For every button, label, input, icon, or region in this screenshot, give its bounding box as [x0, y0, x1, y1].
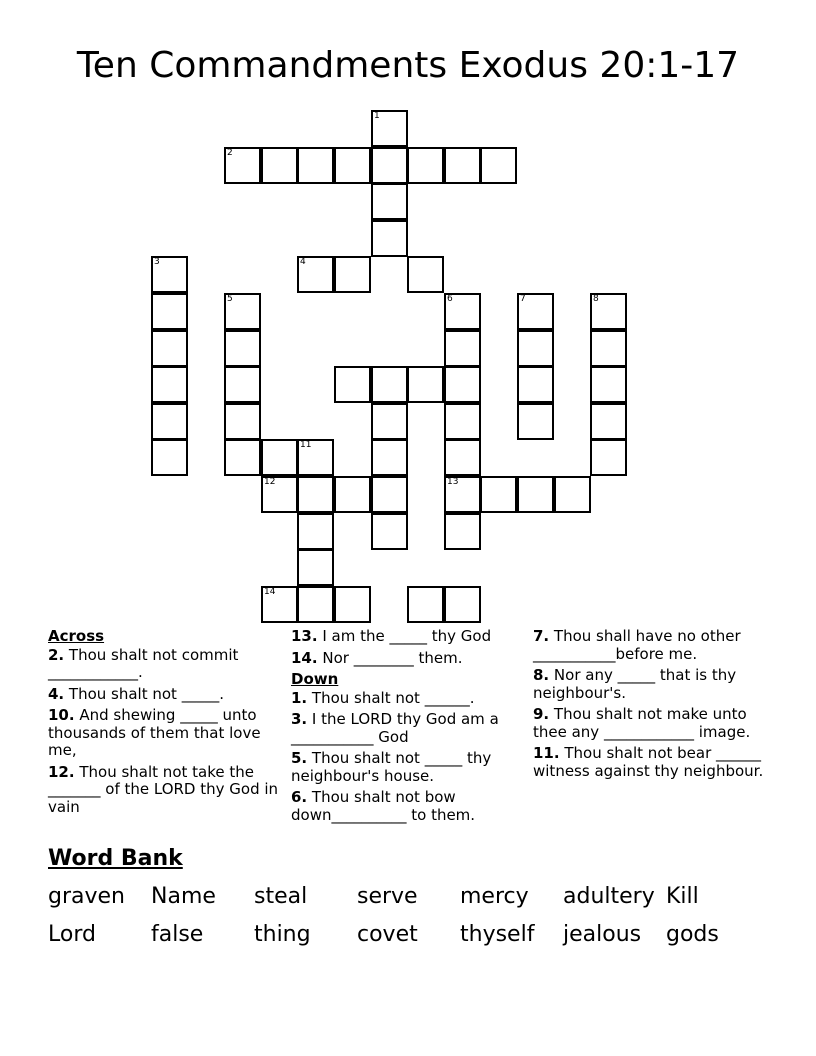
crossword-cell[interactable] — [224, 147, 261, 184]
crossword-cell[interactable] — [371, 439, 408, 476]
crossword-cell[interactable] — [371, 403, 408, 440]
clue-text: Thou shalt not commit ____________. — [48, 645, 239, 681]
clue — [48, 686, 280, 704]
clue — [291, 750, 513, 785]
crossword-cell[interactable] — [151, 439, 188, 476]
crossword-cell[interactable] — [371, 513, 408, 550]
crossword-cell[interactable] — [297, 147, 334, 184]
crossword-cell[interactable] — [297, 549, 334, 586]
clue-text: Thou shalt not bear ______ witness against thy neighbour. — [533, 744, 764, 780]
crossword-cell[interactable] — [407, 366, 444, 403]
crossword-cell[interactable] — [371, 147, 408, 184]
clue-text: Thou shalt not take the _______ of the LORD thy God in vain — [48, 762, 279, 816]
word-bank-word: Lord — [48, 922, 96, 947]
crossword-cell[interactable] — [151, 256, 188, 293]
crossword-cell[interactable] — [444, 513, 481, 550]
clue-text: I the LORD thy God am a ___________ God — [291, 710, 499, 746]
clues-column-1 — [48, 628, 280, 820]
clue-text: Thou shalt not _____ thy neighbour's house. — [291, 749, 492, 785]
crossword-cell[interactable] — [444, 403, 481, 440]
crossword-cell[interactable] — [444, 476, 481, 513]
crossword-cell[interactable] — [371, 366, 408, 403]
clue-text: I am the _____ thy God — [322, 627, 492, 645]
clues-column-2 — [291, 628, 513, 828]
clue-text: Thou shalt not _____. — [68, 684, 224, 703]
crossword-cell[interactable] — [444, 293, 481, 330]
crossword-cell[interactable] — [590, 366, 627, 403]
word-bank-title: Word Bank — [48, 846, 183, 871]
crossword-cell[interactable] — [371, 183, 408, 220]
clues-column-3 — [533, 628, 765, 784]
clue-number: 5 — [227, 294, 233, 304]
crossword-cell[interactable] — [517, 476, 554, 513]
crossword-cell[interactable] — [334, 586, 371, 623]
crossword-cell[interactable] — [151, 403, 188, 440]
clue — [291, 650, 513, 668]
crossword-cell[interactable] — [444, 439, 481, 476]
crossword-cell[interactable] — [590, 330, 627, 367]
crossword-cell[interactable] — [371, 476, 408, 513]
crossword-cell[interactable] — [224, 439, 261, 476]
clue — [533, 628, 765, 663]
crossword-cell[interactable] — [224, 330, 261, 367]
crossword-cell[interactable] — [590, 439, 627, 476]
clue-number: 3 — [154, 257, 160, 267]
clue-number-label: 11. — [533, 744, 560, 762]
clue — [48, 647, 280, 682]
clue — [533, 745, 765, 780]
clue-number-label: 12. — [48, 762, 75, 781]
crossword-cell[interactable] — [261, 147, 298, 184]
crossword-cell[interactable] — [151, 366, 188, 403]
clue-number-label: 8. — [533, 666, 550, 684]
clue-number-label: 7. — [533, 627, 550, 645]
page-title: Ten Commandments Exodus 20:1-17 — [76, 45, 740, 86]
crossword-cell[interactable] — [224, 403, 261, 440]
word-bank-word: covet — [357, 922, 418, 947]
clue — [291, 628, 513, 646]
crossword-cell[interactable] — [554, 476, 591, 513]
crossword-cell[interactable] — [261, 476, 298, 513]
clue — [48, 764, 280, 817]
word-bank-word: Kill — [666, 884, 699, 909]
clue — [533, 706, 765, 741]
word-bank-word: Name — [151, 884, 216, 909]
clue-number: 14 — [264, 587, 276, 597]
crossword-cell[interactable] — [151, 293, 188, 330]
clue-number-label: 4. — [48, 684, 65, 703]
clue-text: Nor ________ them. — [322, 648, 463, 667]
crossword-cell[interactable] — [297, 513, 334, 550]
word-bank-word: jealous — [563, 922, 642, 947]
crossword-cell[interactable] — [334, 147, 371, 184]
crossword-cell[interactable] — [151, 330, 188, 367]
clue — [533, 667, 765, 702]
clue-number-label: 1. — [291, 688, 308, 707]
crossword-cell[interactable] — [224, 293, 261, 330]
clue-text: And shewing _____ unto thousands of them that love me, — [48, 706, 261, 759]
crossword-cell[interactable] — [297, 256, 334, 293]
word-bank-word: serve — [357, 884, 418, 909]
crossword-cell[interactable] — [444, 330, 481, 367]
crossword-cell[interactable] — [297, 586, 334, 623]
clue-number-label: 14. — [291, 648, 318, 667]
crossword-cell[interactable] — [590, 293, 627, 330]
clue-text: Thou shalt not bow down__________ to them. — [291, 788, 476, 824]
crossword-cell[interactable] — [407, 256, 444, 293]
word-bank-word: thyself — [460, 922, 535, 947]
clue-number-label: 3. — [291, 710, 308, 728]
clue-number: 6 — [447, 294, 453, 304]
crossword-cell[interactable] — [334, 366, 371, 403]
clue-number: 12 — [264, 477, 276, 487]
crossword-cell[interactable] — [297, 476, 334, 513]
clue-number-label: 13. — [291, 627, 318, 645]
clue-number-label: 6. — [291, 788, 308, 806]
clue-number-label: 2. — [48, 645, 65, 664]
clue — [291, 690, 513, 708]
word-bank-word: graven — [48, 884, 125, 909]
crossword-cell[interactable] — [517, 403, 554, 440]
down-heading: Down — [291, 670, 339, 688]
clue-number: 2 — [227, 148, 233, 158]
word-bank-word: mercy — [460, 884, 529, 909]
crossword-cell[interactable] — [407, 586, 444, 623]
crossword-cell[interactable] — [517, 366, 554, 403]
crossword-cell[interactable] — [444, 147, 481, 184]
clue-number: 13 — [447, 477, 459, 487]
word-bank-word: gods — [666, 922, 719, 947]
crossword-cell[interactable] — [590, 403, 627, 440]
clue-text: Nor any _____ that is thy neighbour's. — [533, 666, 737, 702]
clue-number-label: 9. — [533, 705, 550, 723]
clue-number: 1 — [374, 111, 380, 121]
crossword-cell[interactable] — [480, 476, 517, 513]
crossword-cell[interactable] — [224, 366, 261, 403]
clue-number: 7 — [520, 294, 526, 304]
crossword-cell[interactable] — [261, 586, 298, 623]
clue-number-label: 5. — [291, 749, 308, 767]
clue-number: 4 — [300, 257, 306, 267]
crossword-cell[interactable] — [297, 439, 334, 476]
word-bank-word: steal — [254, 884, 308, 909]
clue-number-label: 10. — [48, 706, 75, 724]
clue — [291, 789, 513, 824]
crossword-cell[interactable] — [334, 256, 371, 293]
clue-text: Thou shalt not make unto thee any ____________ image. — [533, 705, 751, 741]
clue-text: Thou shalt not ______. — [311, 688, 475, 707]
word-bank-word: thing — [254, 922, 311, 947]
crossword-cell[interactable] — [371, 220, 408, 257]
crossword-cell[interactable] — [407, 147, 444, 184]
crossword-cell[interactable] — [444, 586, 481, 623]
crossword-cell[interactable] — [371, 110, 408, 147]
crossword-cell[interactable] — [480, 147, 517, 184]
clue-number: 8 — [593, 294, 599, 304]
word-bank-word: false — [151, 922, 204, 947]
across-heading: Across — [48, 627, 105, 645]
clue-number: 11 — [300, 440, 312, 450]
crossword-cell[interactable] — [334, 476, 371, 513]
clue — [48, 707, 280, 760]
crossword-cell[interactable] — [444, 366, 481, 403]
clue — [291, 711, 513, 746]
word-bank-word: adultery — [563, 884, 655, 909]
crossword-cell[interactable] — [261, 439, 298, 476]
clue-text: Thou shall have no other ___________before me. — [533, 627, 741, 663]
crossword-cell[interactable] — [517, 293, 554, 330]
crossword-cell[interactable] — [517, 330, 554, 367]
